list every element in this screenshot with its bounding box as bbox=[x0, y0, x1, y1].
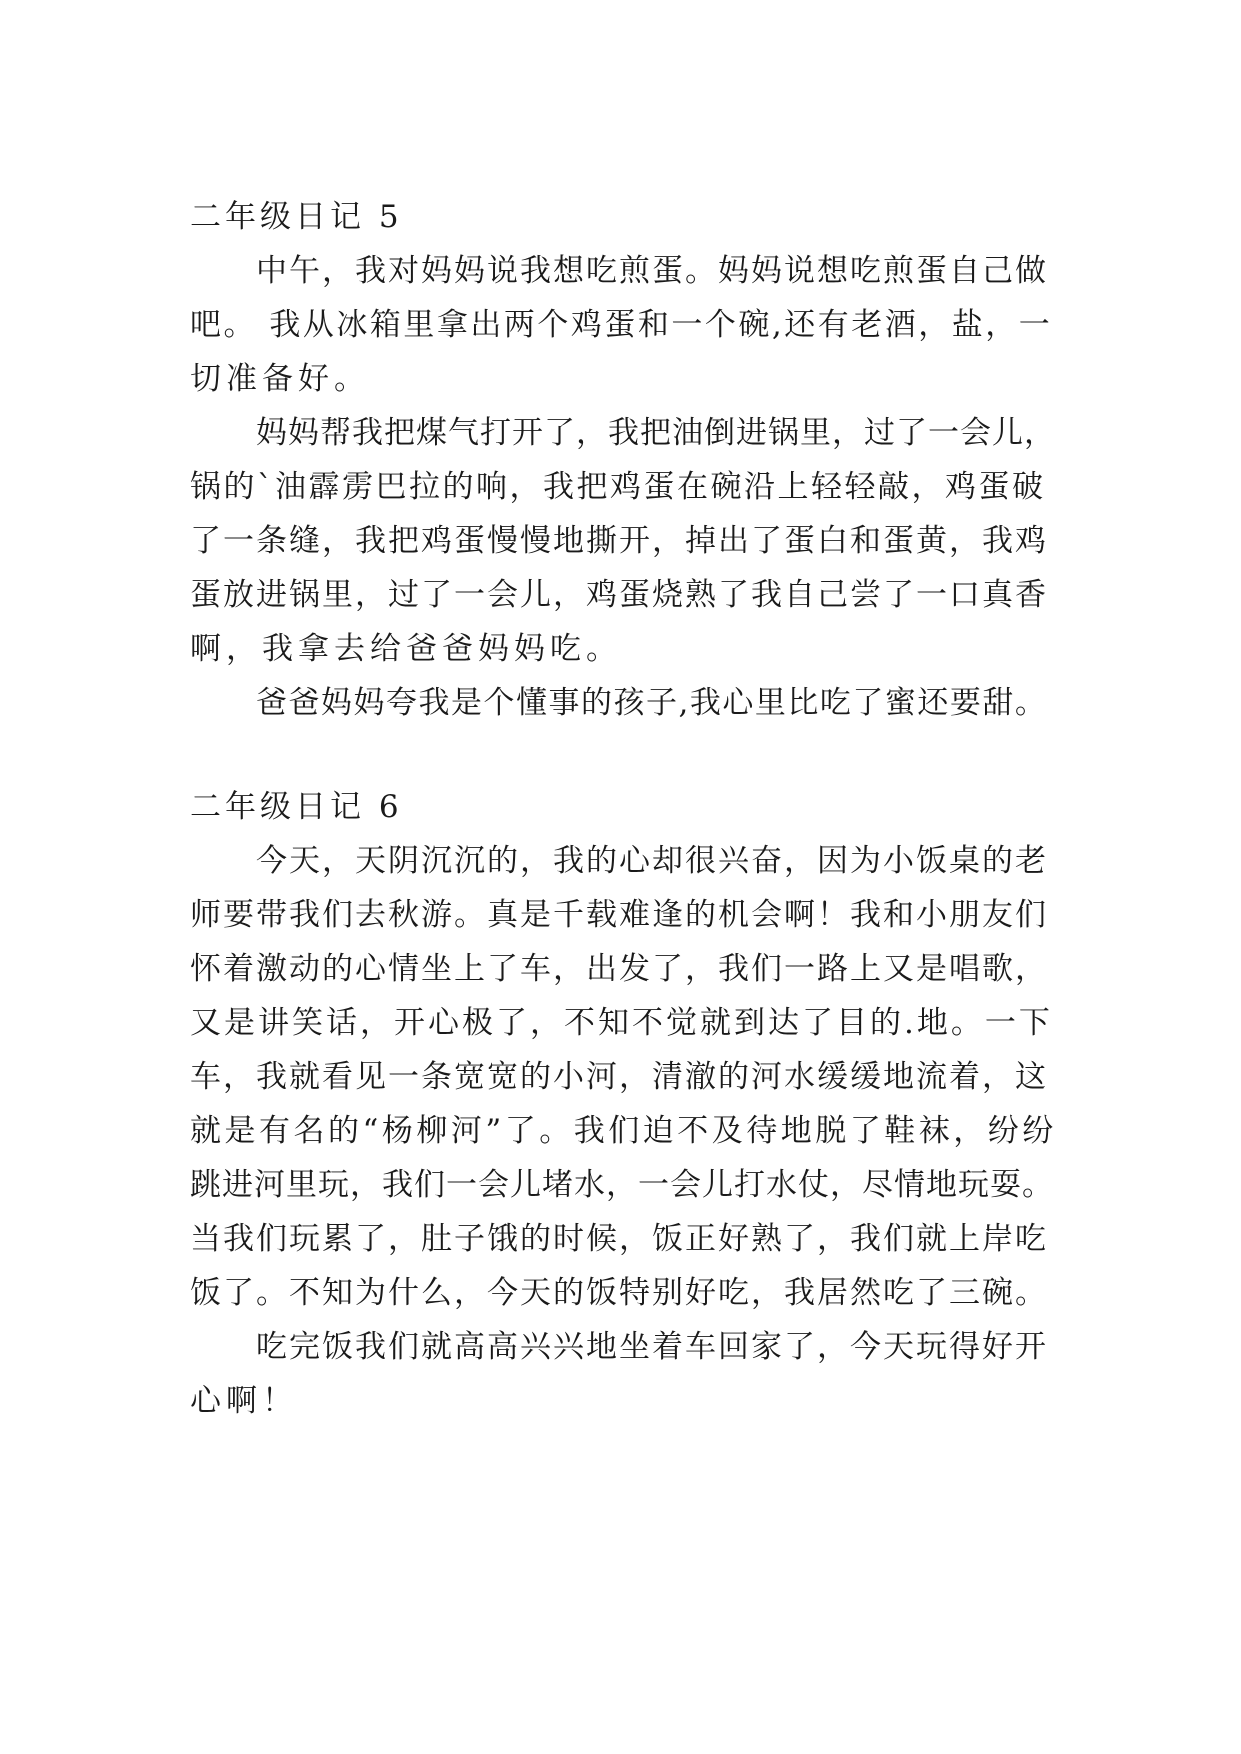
diary-5-p1-line-3: 切准备好。 bbox=[190, 361, 370, 397]
diary-6-p1-line-9: 饭了。不知为什么，今天的饭特别好吃，我居然吃了三碗。 bbox=[190, 1275, 1048, 1311]
diary-5-title: 二年级日记 5 bbox=[190, 199, 403, 235]
diary-6-title: 二年级日记 6 bbox=[190, 789, 403, 825]
diary-6-p1-line-8: 当我们玩累了，肚子饿的时候，饭正好熟了，我们就上岸吃 bbox=[190, 1221, 1048, 1257]
diary-5-p2-line-2: 锅的`油霹雳巴拉的响，我把鸡蛋在碗沿上轻轻敲，鸡蛋破 bbox=[190, 469, 1046, 505]
diary-5-p1-line-1: 中午，我对妈妈说我想吃煎蛋。妈妈说想吃煎蛋自己做 bbox=[256, 253, 1048, 289]
diary-6-p1-line-5: 车，我就看见一条宽宽的小河，清澈的河水缓缓地流着，这 bbox=[190, 1059, 1048, 1095]
diary-6-p1-line-2: 师要带我们去秋游。真是千载难逢的机会啊！我和小朋友们 bbox=[190, 897, 1048, 933]
diary-6-p2-line-2: 心啊！ bbox=[190, 1383, 298, 1419]
diary-6-p1-line-7: 跳进河里玩，我们一会儿堵水，一会儿打水仗，尽情地玩耍。 bbox=[190, 1167, 1054, 1203]
diary-6-p1-line-3: 怀着激动的心情坐上了车，出发了，我们一路上又是唱歌， bbox=[190, 951, 1048, 987]
diary-5-p2-line-5: 啊，我拿去给爸爸妈妈吃。 bbox=[190, 631, 622, 667]
diary-6-p1-line-4: 又是讲笑话，开心极了，不知不觉就到达了目的.地。一下 bbox=[190, 1005, 1053, 1041]
diary-6-p1-line-1: 今天，天阴沉沉的，我的心却很兴奋，因为小饭桌的老 bbox=[256, 843, 1048, 879]
diary-5-p1-line-2: 吧。 我从冰箱里拿出两个鸡蛋和一个碗,还有老酒，盐，一 bbox=[190, 307, 1053, 343]
diary-5-p2-line-1: 妈妈帮我把煤气打开了，我把油倒进锅里，过了一会儿， bbox=[256, 415, 1056, 451]
diary-5-p2-line-3: 了一条缝，我把鸡蛋慢慢地撕开，掉出了蛋白和蛋黄，我鸡 bbox=[190, 523, 1048, 559]
diary-6-p2-line-1: 吃完饭我们就高高兴兴地坐着车回家了，今天玩得好开 bbox=[256, 1329, 1048, 1365]
diary-6-p1-line-6: 就是有名的“杨柳河”了。我们迫不及待地脱了鞋袜，纷纷 bbox=[190, 1113, 1057, 1149]
diary-5-p2-line-4: 蛋放进锅里，过了一会儿，鸡蛋烧熟了我自己尝了一口真香 bbox=[190, 577, 1048, 613]
diary-5-p3-line-1: 爸爸妈妈夸我是个懂事的孩子,我心里比吃了蜜还要甜。 bbox=[256, 685, 1048, 721]
